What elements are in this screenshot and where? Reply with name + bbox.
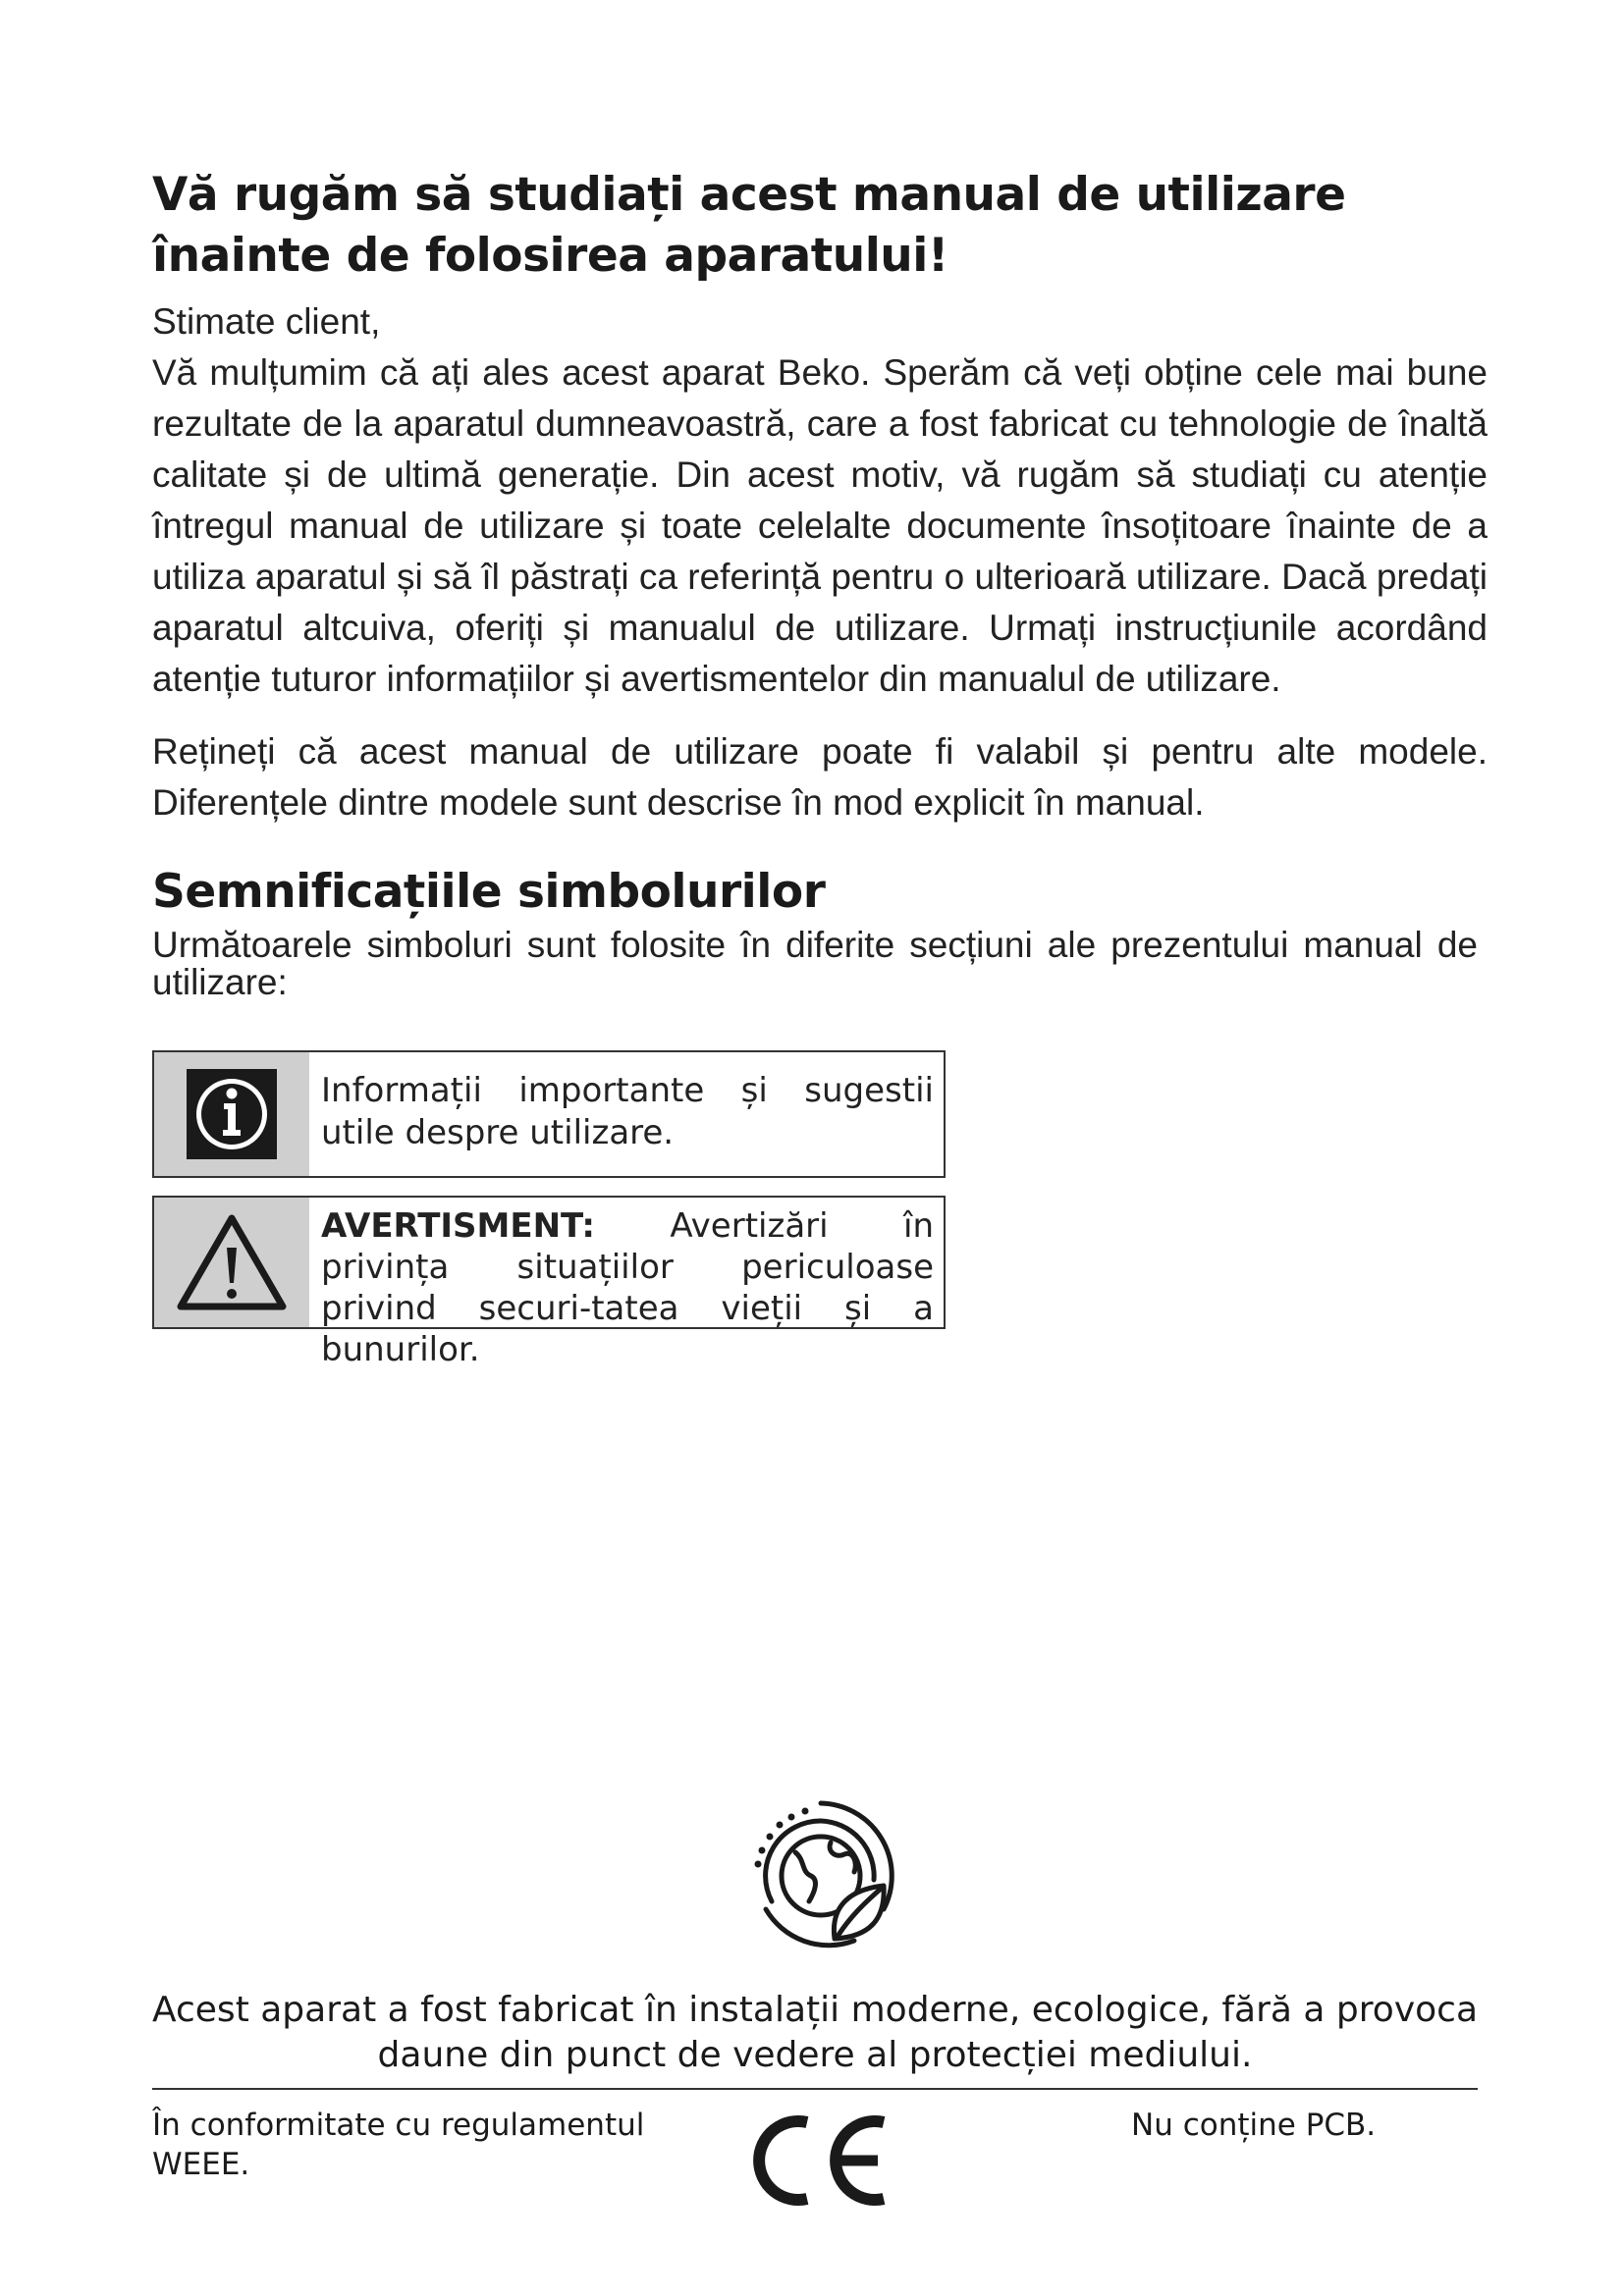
- info-symbol-box: [152, 1050, 946, 1178]
- pcb-statement: Nu conține PCB.: [1131, 2108, 1377, 2143]
- eco-statement: Acest aparat a fost fabricat în instalații moderne, ecologice, fără a provoca daune din punct de vedere al protecției mediului.: [152, 1990, 1478, 2075]
- info-icon: [187, 1069, 277, 1159]
- footer-divider: [152, 2088, 1478, 2090]
- intro-paragraph: Vă mulțumim că ați ales acest aparat Beko. Sperăm că veți obține cele mai bune rezultate de la aparatul dumneavoastră, care a fost fabricat cu tehnologie de înaltă calitate și de ultimă generație. Din acest motiv, vă rugăm să studiați cu atenție întregul manual de utilizare și toate celelalte documente însoțitoare înainte de a utiliza aparatul și să îl păstrați ca referință pentru o ulterioară utilizare. Dacă predați aparatul altcuiva, oferiți și manualul de utilizare. Urmați instrucțiunile acordând atenție tuturor informațiilor și avertismentelor din manualul de utilizare.: [152, 352, 1488, 699]
- warning-text-cell: [309, 1198, 944, 1369]
- warning-triangle-icon: [175, 1212, 289, 1312]
- warning-text: Avertizări în privința situațiilor periculoase privind securi-tatea vieții și a bunurilor.: [321, 1206, 934, 1369]
- greeting: Stimate client,: [152, 301, 381, 342]
- eco-globe-leaf-icon: [736, 1791, 905, 1960]
- info-icon-cell: [154, 1052, 309, 1176]
- info-text: Informații importante și sugestii utile despre utilizare.: [321, 1071, 934, 1152]
- symbols-lead: Următoarele simboluri sunt folosite în diferite secțiuni ale prezentului manual de utilizare:: [152, 925, 1478, 1002]
- warning-symbol-box: [152, 1196, 946, 1369]
- warning-label: AVERTISMENT:: [321, 1206, 595, 1246]
- page-title: Vă rugăm să studiați acest manual de utilizare înainte de folosirea aparatului!: [152, 168, 1346, 283]
- symbols-section-title: Semnificațiile simbolurilor: [152, 865, 826, 919]
- intro-section: [152, 296, 1488, 828]
- weee-compliance: În conformitate cu regulamentul WEEE.: [152, 2108, 645, 2182]
- models-note: Rețineți că acest manual de utilizare poate fi valabil și pentru alte modele. Diferențele dintre modele sunt descrise în mod explicit în manual.: [152, 731, 1488, 823]
- ce-mark-icon: [746, 2109, 893, 2212]
- warning-icon-cell: [154, 1198, 309, 1327]
